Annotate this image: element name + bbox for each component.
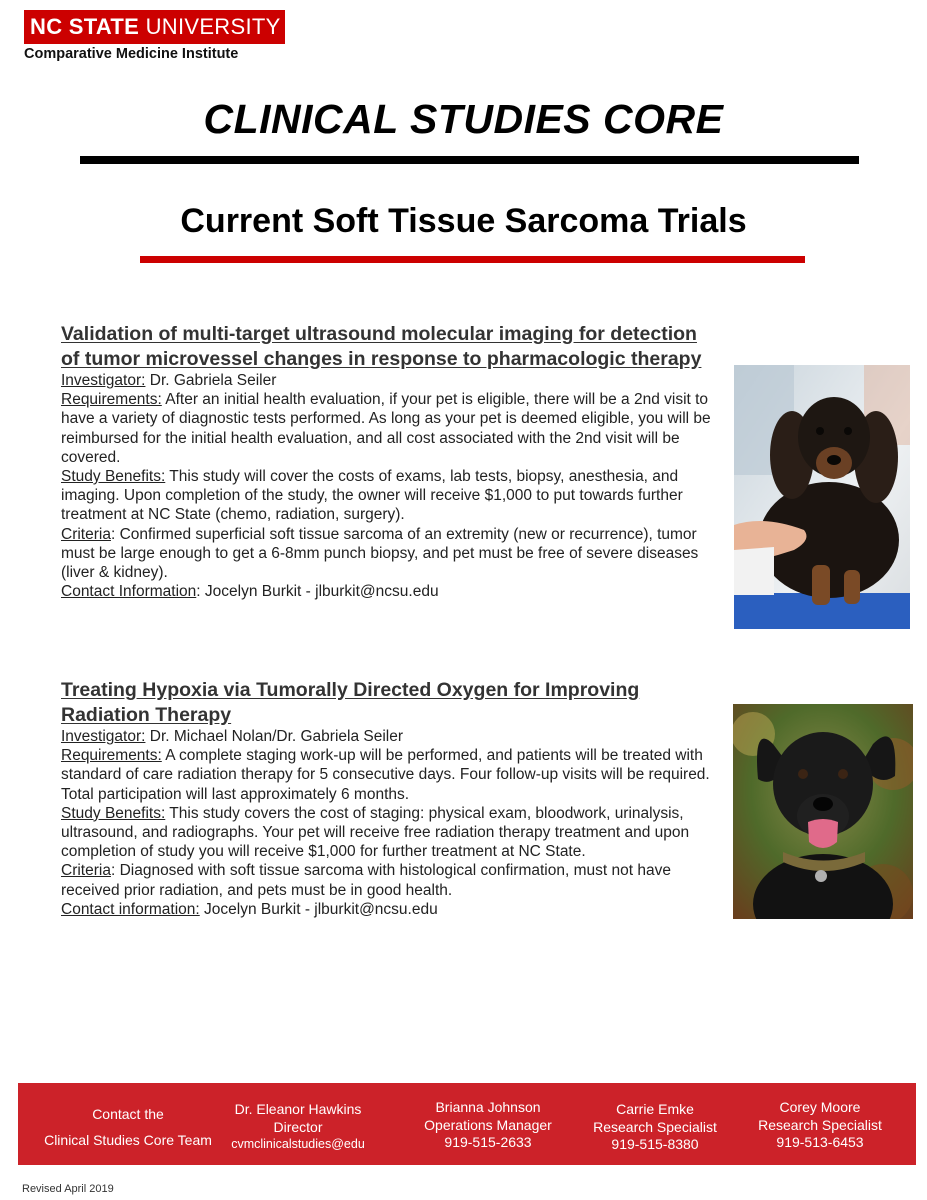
benefits-value: This study will cover the costs of exams, lab tests, biopsy, anesthesia, and imaging. Upon completion of the study, the owner will receive $1,000 to put towards further treatment at NC State (chemo, radiation, surgery). xyxy=(61,468,683,524)
page-subtitle: Current Soft Tissue Sarcoma Trials xyxy=(180,202,747,240)
study-2-requirements xyxy=(61,746,716,804)
logo-word-university: UNIVERSITY xyxy=(145,14,281,39)
nc-state-logo xyxy=(24,10,285,44)
investigator-label: Investigator: xyxy=(61,372,146,389)
footer-person-ops xyxy=(413,1099,563,1152)
study-1-benefits xyxy=(61,467,716,525)
person-role: Research Specialist xyxy=(758,1116,882,1133)
contact-value: Jocelyn Burkit - jlburkit@ncsu.edu xyxy=(199,900,438,918)
revised-date: Revised April 2019 xyxy=(22,1183,114,1195)
study-1-requirements xyxy=(61,390,716,467)
benefits-label: Study Benefits: xyxy=(61,468,166,486)
footer-person-emke xyxy=(580,1101,730,1154)
investigator-value: Dr. Michael Nolan/Dr. Gabriela Seiler xyxy=(145,728,404,745)
study-1-criteria xyxy=(61,525,716,583)
investigator-value: Dr. Gabriela Seiler xyxy=(145,372,277,389)
requirements-value: After an initial health evaluation, if your pet is eligible, there will be a 2nd visit to have a variety of diagnostic tests performed. As long as your pet is deemed eligible, you will be reimbursed for the initial health evaluation, and all cost associated with the 2nd visit will be covered. xyxy=(61,391,711,466)
footer-person-director xyxy=(223,1101,373,1154)
title-divider xyxy=(80,156,859,164)
person-name: Corey Moore xyxy=(779,1099,861,1115)
person-phone[interactable]: 919-515-8380 xyxy=(611,1136,699,1152)
study-1-title: Validation of multi-target ultrasound molecular imaging for detection of tumor microvessel changes in response to pharmacologic therapy xyxy=(61,323,702,370)
footer-contact-heading xyxy=(18,1101,238,1153)
person-name: Brianna Johnson xyxy=(435,1099,541,1115)
page-title: CLINICAL STUDIES CORE xyxy=(203,96,724,142)
study-1 xyxy=(61,322,716,601)
study-2-title: Treating Hypoxia via Tumorally Directed Oxygen for Improving Radiation Therapy xyxy=(61,679,640,726)
person-role: Director xyxy=(273,1118,323,1135)
benefits-value: This study covers the cost of staging: physical exam, bloodwork, urinalysis, ultrasound, and radiographs. Your pet will receive free radiation therapy treatment and upon completion of study you will receive $1,000 for further treatment at NC State. xyxy=(61,804,690,861)
study-2-contact xyxy=(61,900,716,919)
subtitle-divider xyxy=(140,256,805,263)
person-name: Carrie Emke xyxy=(616,1101,694,1117)
criteria-value: : Diagnosed with soft tissue sarcoma with histological confirmation, must not have received prior radiation, and pets must be in good health. xyxy=(61,862,671,899)
contact-label: Contact information: xyxy=(61,900,200,918)
study-1-contact xyxy=(61,582,716,601)
study-1-investigator xyxy=(61,371,716,390)
benefits-label: Study Benefits: xyxy=(61,804,166,822)
person-phone[interactable]: 919-513-6453 xyxy=(776,1134,864,1150)
criteria-value: : Confirmed superficial soft tissue sarcoma of an extremity (new or recurrence), tumor must be large enough to get a 6-8mm punch biopsy, and pet must be free of severe diseases (liver & kidney). xyxy=(61,525,699,582)
criteria-label: Criteria xyxy=(61,862,111,880)
study-2-investigator xyxy=(61,727,716,746)
person-email[interactable]: cvmclinicalstudies@edu xyxy=(231,1137,365,1151)
footer-person-moore xyxy=(745,1099,895,1152)
contact-footer xyxy=(18,1083,916,1165)
footer-contact-line1: Contact the xyxy=(92,1106,164,1122)
person-name: Dr. Eleanor Hawkins xyxy=(234,1101,362,1117)
requirements-label: Requirements: xyxy=(61,747,162,765)
footer-contact-line2: Clinical Studies Core Team xyxy=(44,1132,212,1148)
study-2 xyxy=(61,678,716,919)
logo-subtitle: Comparative Medicine Institute xyxy=(24,46,239,62)
contact-value: : Jocelyn Burkit - jlburkit@ncsu.edu xyxy=(196,583,439,601)
person-role: Research Specialist xyxy=(593,1118,717,1135)
requirements-label: Requirements: xyxy=(61,391,162,409)
dachshund-photo xyxy=(734,365,910,629)
contact-label: Contact Information xyxy=(61,583,197,601)
black-dog-photo xyxy=(733,704,913,919)
study-2-criteria xyxy=(61,861,716,899)
criteria-label: Criteria xyxy=(61,525,111,543)
logo-word-ncstate: NC STATE xyxy=(30,14,140,39)
person-role: Operations Manager xyxy=(424,1116,552,1133)
investigator-label: Investigator: xyxy=(61,728,146,745)
study-2-benefits xyxy=(61,804,716,862)
requirements-value: A complete staging work-up will be performed, and patients will be treated with standard of care radiation therapy for 5 consecutive days. Four follow-up visits will be required. Total participation will last approximately 6 months. xyxy=(61,747,710,803)
person-phone[interactable]: 919-515-2633 xyxy=(444,1134,532,1150)
